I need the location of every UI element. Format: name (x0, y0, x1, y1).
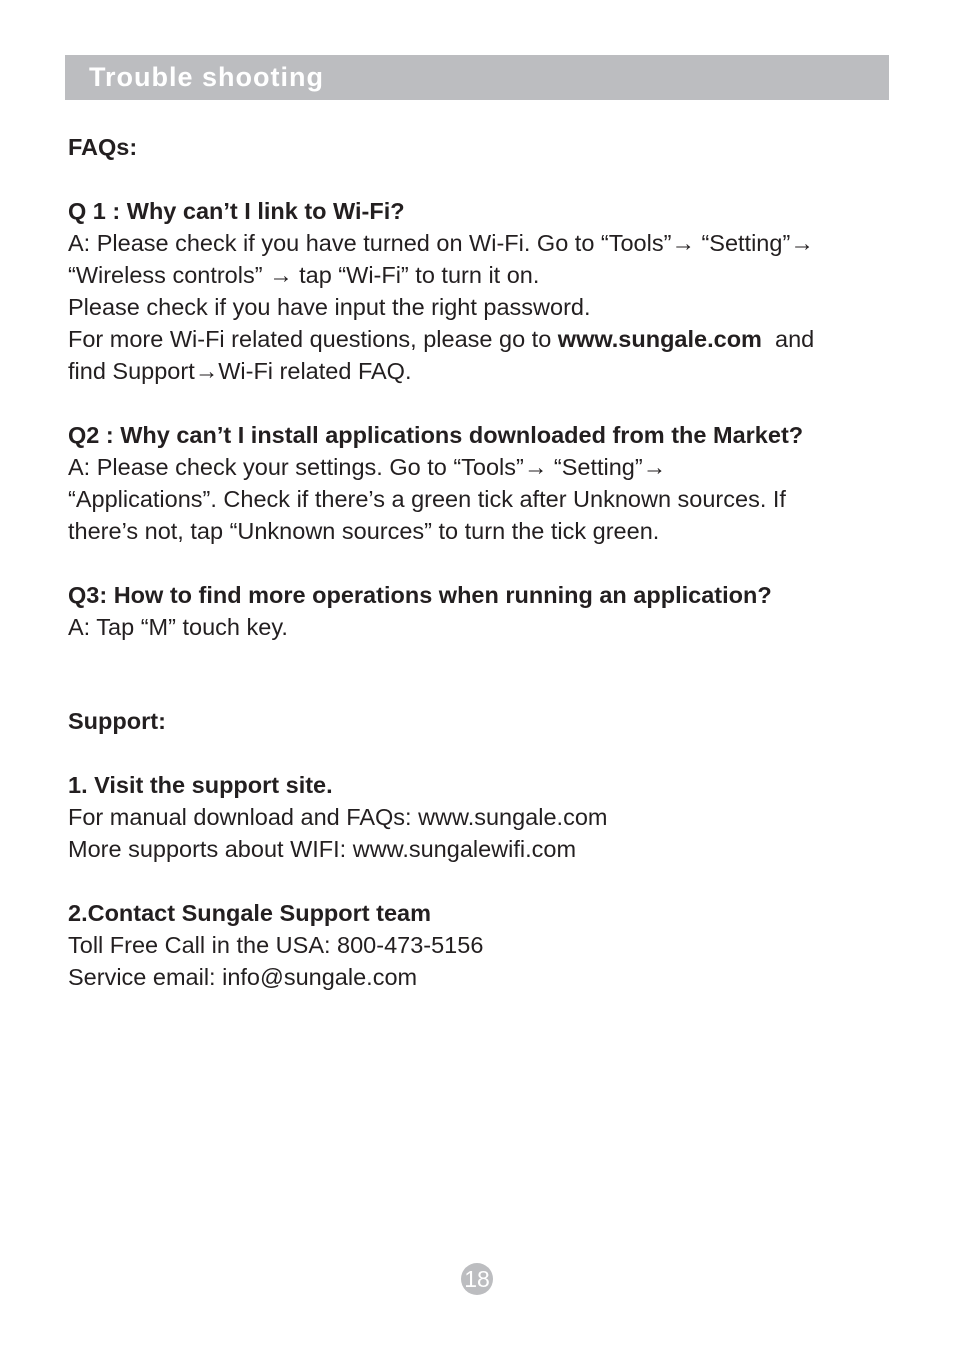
q2-answer-line: “Applications”. Check if there’s a green tick after Unknown sources. If (68, 486, 786, 512)
support-item-line: Toll Free Call in the USA: 800-473-5156 (68, 932, 484, 958)
q3-answer-line: A: Tap “M” touch key. (68, 614, 288, 640)
section-header-bar (65, 55, 889, 100)
q1-answer-text: and (761, 326, 815, 352)
section-title: Trouble shooting (89, 62, 324, 92)
support-item-line: Service email: info@sungale.com (68, 964, 418, 990)
q1-answer-line: A: Please check if you have turned on Wi-Fi. Go to “Tools”→ “Setting”→ (68, 230, 814, 256)
q1-answer-line: Please check if you have input the right password. (68, 294, 591, 320)
support-item-title: 1. Visit the support site. (68, 772, 333, 798)
page-content (68, 131, 908, 993)
q1-answer-line (68, 323, 908, 355)
support-item-title: 2.Contact Sungale Support team (68, 900, 431, 926)
q1-answer-line: “Wireless controls” → tap “Wi-Fi” to turn it on. (68, 262, 540, 288)
q1-answer-line: find Support→Wi-Fi related FAQ. (68, 358, 412, 384)
faqs-heading: FAQs: (68, 134, 138, 160)
page-number: 18 (461, 1263, 493, 1295)
sungale-website-link[interactable]: www.sungale.com (557, 326, 762, 352)
support-heading: Support: (68, 708, 166, 734)
q1-question: Q 1 : Why can’t I link to Wi-Fi? (68, 198, 405, 224)
q2-answer-line: A: Please check your settings. Go to “Tools”→ “Setting”→ (68, 454, 667, 480)
q2-answer-line: there’s not, tap “Unknown sources” to turn the tick green. (68, 518, 660, 544)
q2-question: Q2 : Why can’t I install applications downloaded from the Market? (68, 422, 804, 448)
q1-answer-text: For more Wi-Fi related questions, please go to (68, 326, 558, 352)
support-item-line: For manual download and FAQs: www.sungale.com (68, 804, 608, 830)
support-item-line: More supports about WIFI: www.sungalewifi.com (68, 836, 577, 862)
q3-question: Q3: How to find more operations when running an application? (68, 582, 772, 608)
